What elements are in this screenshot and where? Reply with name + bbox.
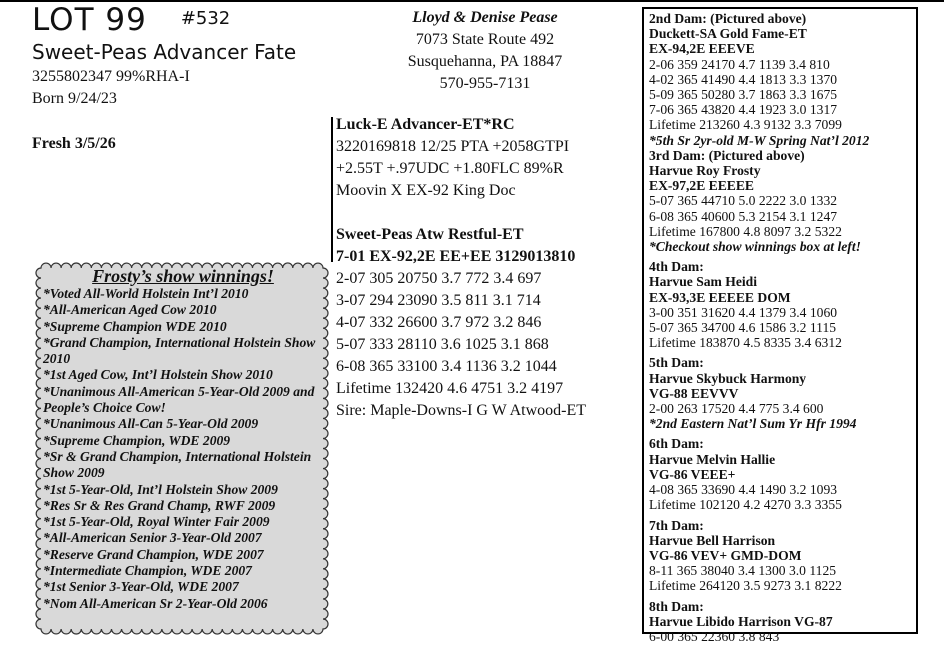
winnings-item: *1st Senior 3-Year-Old, WDE 2007: [43, 579, 239, 595]
owner-address-2: Susquehanna, PA 18847: [407, 53, 563, 70]
ancestor-record: 6-00 365 22360 3.8 843: [649, 628, 780, 644]
pedigree-box: [642, 7, 918, 644]
ancestor-classification: EX-93,3E EEEEE DOM: [649, 289, 791, 305]
ancestor-lifetime: Lifetime 183870 4.5 8335 3.4 6312: [649, 335, 842, 351]
winnings-content: [43, 266, 323, 612]
show-winnings-box: [35, 262, 329, 635]
ancestor-note: *Checkout show winnings box at left!: [649, 239, 861, 255]
ancestor-lifetime: Lifetime 264120 3.5 9273 3.1 8222: [649, 578, 842, 594]
ancestor-classification: VG-86 VEV+ GMD-DOM: [649, 547, 802, 563]
ancestor-record: 4-02 365 41490 4.4 1813 3.3 1370: [649, 71, 838, 87]
ancestor-name: Harvue Roy Frosty: [649, 163, 761, 179]
fresh-date: Fresh 3/5/26: [32, 135, 116, 152]
winnings-item: *Voted All-World Holstein Int’l 2010: [43, 286, 249, 301]
winnings-item: *All-American Senior 3-Year-Old 2007: [43, 530, 262, 546]
winnings-item: *Unanimous All-American 5-Year-Old 2009 and People’s Choice Cow!: [43, 383, 315, 416]
ancestor-heading: 3rd Dam: (Pictured above): [649, 147, 805, 163]
pedigree-content: [649, 11, 917, 644]
ancestor-note: *2nd Eastern Nat’l Sum Yr Hfr 1994: [649, 416, 857, 432]
ancestor-heading: 5th Dam:: [649, 355, 704, 371]
owner-name: Lloyd & Denise Pease: [412, 9, 558, 26]
ancestor-name: Harvue Libido Harrison VG-87: [649, 613, 833, 629]
dam-classification-text: 7-01 EX-92,2E EE+EE 3129013810: [336, 248, 576, 265]
ancestor-name: Duckett-SA Gold Fame-ET: [649, 26, 807, 42]
lot-title: LOT 99: [32, 2, 147, 38]
sire-line-1: 3220169818 12/25 PTA +2058GTPI: [336, 138, 570, 155]
ancestor-classification: VG-86 VEEE+: [649, 466, 736, 482]
ancestor-name: Harvue Bell Harrison: [649, 532, 776, 548]
ancestor-classification: EX-97,2E EEEEE: [649, 178, 754, 194]
winnings-item: *1st 5-Year-Old, Int’l Holstein Show 2009: [43, 481, 278, 497]
sire-dam-divider: [331, 117, 333, 262]
winnings-item: *Supreme Champion, WDE 2009: [43, 432, 231, 448]
winnings-item: *Nom All-American Sr 2-Year-Old 2006: [43, 595, 268, 611]
ancestor-lifetime: Lifetime 167800 4.8 8097 3.2 5322: [649, 223, 842, 239]
owner-address-1: 7073 State Route 492: [415, 31, 555, 48]
dam-record: 5-07 333 28110 3.6 1025 3.1 868: [336, 336, 549, 353]
winnings-title: Frosty’s show winnings!: [92, 266, 274, 286]
winnings-item: *Res Sr & Res Grand Champ, RWF 2009: [43, 497, 276, 513]
ancestor-heading: 6th Dam:: [649, 436, 704, 452]
owner-phone: 570-955-7131: [439, 75, 531, 92]
ancestor-lifetime: Lifetime 102120 4.2 4270 3.3 3355: [649, 497, 842, 513]
ancestor-record: 4-08 365 33690 4.4 1490 3.2 1093: [649, 482, 838, 498]
dam-sire: Sire: Maple-Downs-I G W Atwood-ET: [336, 402, 587, 419]
dam-lifetime: Lifetime 132420 4.6 4751 3.2 4197: [336, 380, 564, 397]
ancestor-record: 5-09 365 50280 3.7 1863 3.3 1675: [649, 87, 838, 103]
dam-record: 4-07 332 26600 3.7 972 3.2 846: [336, 314, 542, 331]
ancestor-heading: 2nd Dam: (Pictured above): [649, 11, 807, 26]
ancestor-note: *5th Sr 2yr-old M-W Spring Nat’l 2012: [649, 132, 870, 148]
owner-block: [380, 7, 590, 95]
ancestor-classification: EX-94,2E EEEVE: [649, 41, 755, 57]
winnings-item: *Unanimous All-Can 5-Year-Old 2009: [43, 416, 259, 432]
winnings-item: *Sr & Grand Champion, International Holstein Show 2009: [43, 448, 312, 481]
winnings-item: *1st Aged Cow, Int’l Holstein Show 2010: [43, 367, 273, 383]
winnings-item: *Intermediate Champion, WDE 2007: [43, 563, 252, 579]
ancestor-lifetime: Lifetime 213260 4.3 9132 3.3 7099: [649, 117, 842, 133]
lot-header: [32, 2, 230, 38]
ancestor-record: 2-06 359 24170 4.7 1139 3.4 810: [649, 56, 830, 72]
ancestor-heading: 7th Dam:: [649, 517, 704, 533]
ancestor-name: Harvue Melvin Hallie: [649, 451, 776, 467]
dam-name: Sweet-Peas Atw Restful-ET: [336, 226, 524, 243]
winnings-item: *Grand Champion, International Holstein Show 2010: [43, 334, 316, 367]
sire-line-2: +2.55T +.97UDC +1.80FLC 89%R: [336, 160, 564, 177]
ancestor-name: Harvue Skybuck Harmony: [649, 370, 807, 386]
ancestor-record: 6-08 365 40600 5.3 2154 3.1 1247: [649, 208, 838, 224]
sire-line-3: Moovin X EX-92 King Doc: [336, 182, 516, 199]
ancestor-record: 7-06 365 43820 4.4 1923 3.0 1317: [649, 102, 838, 118]
dam-record: 3-07 294 23090 3.5 811 3.1 714: [336, 292, 541, 309]
ancestor-name: Harvue Sam Heidi: [649, 274, 757, 290]
born-date: Born 9/24/23: [32, 90, 117, 107]
sire-name: Luck-E Advancer-ET*RC: [336, 116, 515, 133]
dam-classification: [336, 248, 575, 266]
ancestor-classification: VG-88 EEVVV: [649, 385, 739, 401]
ancestor-heading: 4th Dam:: [649, 259, 704, 275]
dam-record: 2-07 305 20750 3.7 772 3.4 697: [336, 270, 542, 287]
dam-record: 6-08 365 33100 3.4 1136 3.2 1044: [336, 358, 557, 375]
animal-name: Sweet-Peas Advancer Fate: [32, 40, 297, 64]
ancestor-record: 5-07 365 34700 4.6 1586 3.2 1115: [649, 320, 837, 336]
winnings-item: *Reserve Grand Champion, WDE 2007: [43, 546, 264, 562]
ancestor-record: 8-11 365 38040 3.4 1300 3.0 1125: [649, 563, 837, 579]
ancestor-record: 5-07 365 44710 5.0 2222 3.0 1332: [649, 193, 838, 209]
ancestor-heading: 8th Dam:: [649, 598, 704, 614]
ancestor-record: 3-00 351 31620 4.4 1379 3.4 1060: [649, 304, 838, 320]
catalog-number: #532: [180, 8, 231, 29]
winnings-item: *Supreme Champion WDE 2010: [43, 318, 227, 334]
registration-line: 3255802347 99%RHA-I: [32, 68, 190, 85]
winnings-item: *1st 5-Year-Old, Royal Winter Fair 2009: [43, 514, 270, 530]
ancestor-record: 2-00 263 17520 4.4 775 3.4 600: [649, 401, 824, 417]
winnings-item: *All-American Aged Cow 2010: [43, 302, 217, 318]
